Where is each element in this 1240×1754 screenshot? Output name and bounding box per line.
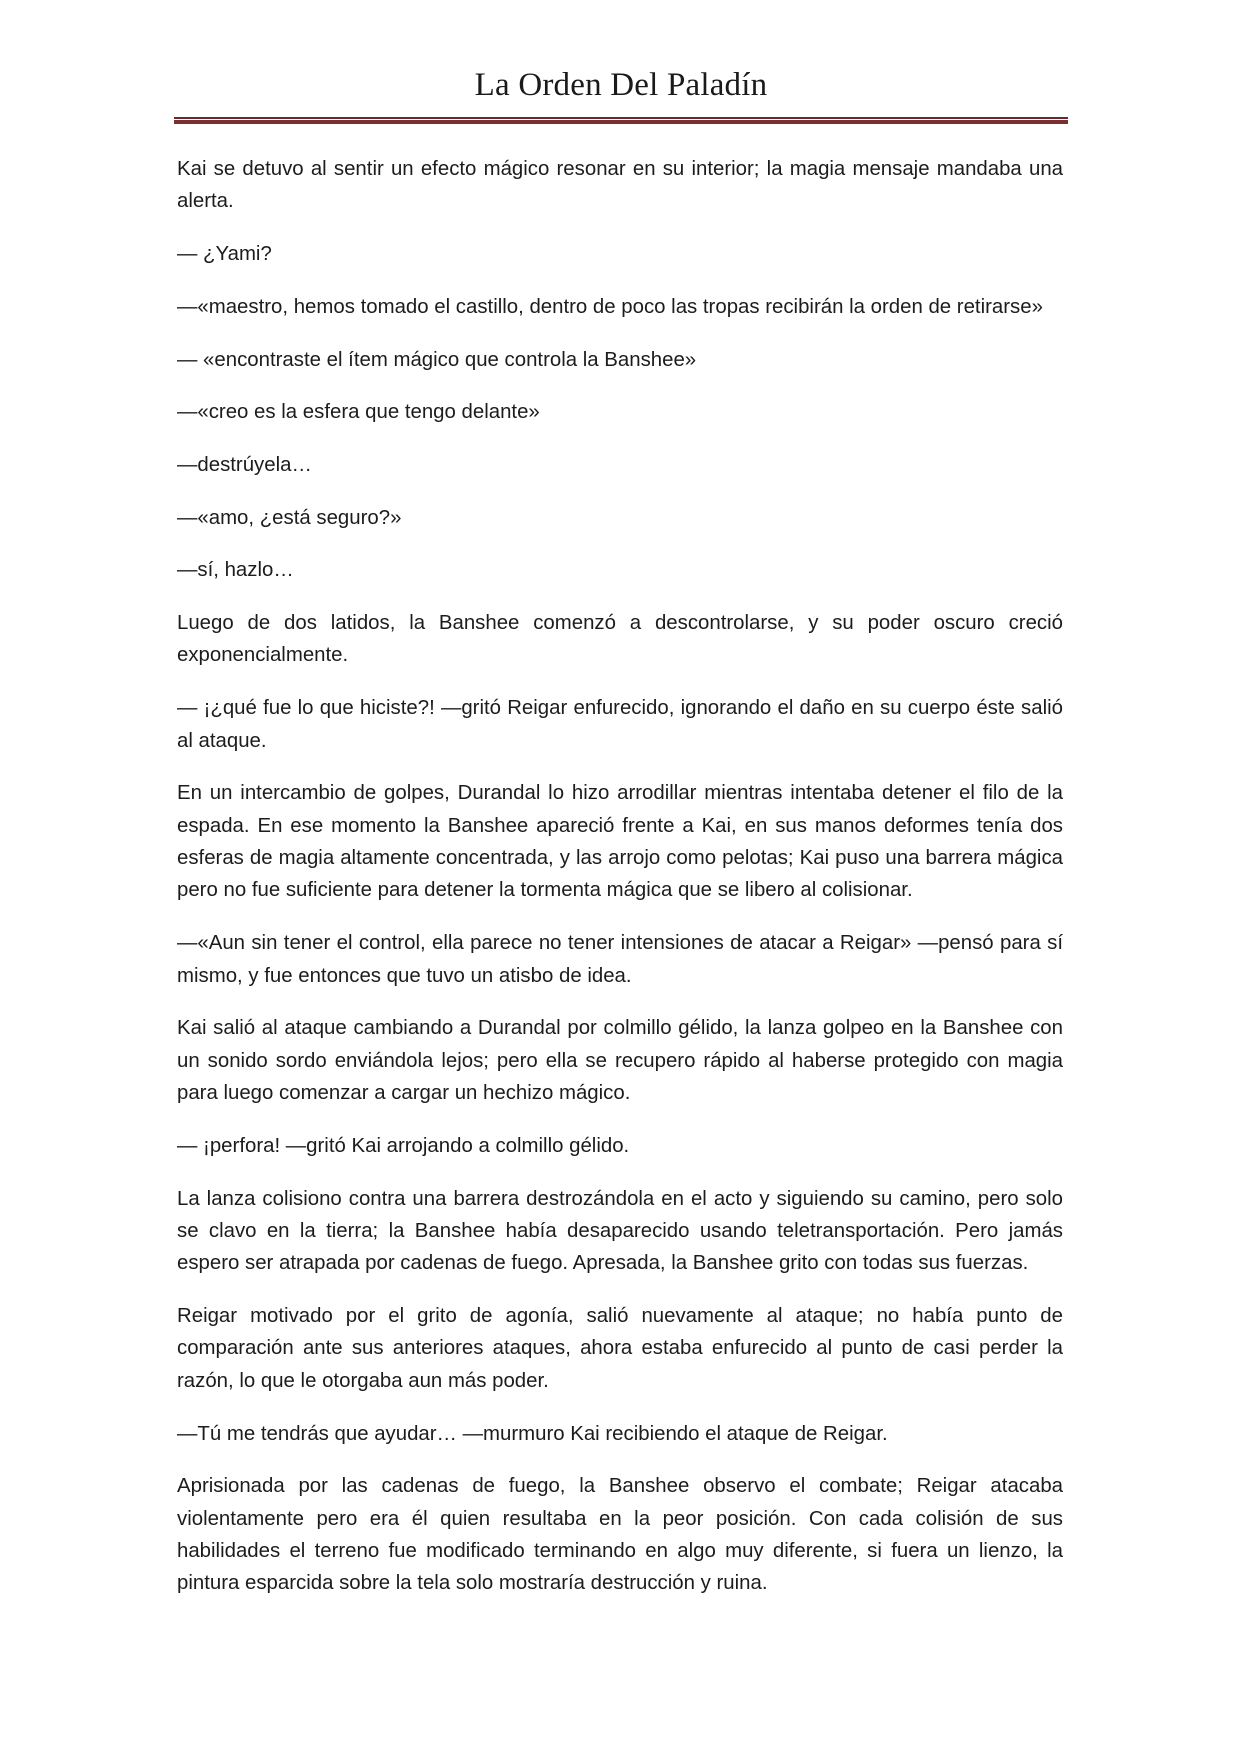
header-divider: [174, 117, 1068, 123]
paragraph: —destrúyela…: [177, 453, 312, 476]
paragraph: — ¿Yami?: [177, 243, 272, 266]
header-divider-thick-line: [174, 120, 1068, 124]
paragraph: Aprisionada por las cadenas de fuego, la Banshee observo el combate; Reigar atacaba violentamente pero era él quien resultaba en la peor posición. Con cada colisión de sus habilidades el terreno fue modificado terminando en algo muy diferente, si fuera un lienzo, la pintura esparcida sobre la tela solo mostraría destrucción y ruina.: [177, 1475, 1063, 1595]
paragraph: —«amo, ¿está seguro?»: [177, 506, 402, 529]
paragraph: —Tú me tendrás que ayudar… —murmuro Kai recibiendo el ataque de Reigar.: [177, 1422, 888, 1445]
paragraph: —«creo es la esfera que tengo delante»: [177, 401, 540, 424]
paragraph: — ¡¿qué fue lo que hiciste?! —gritó Reigar enfurecido, ignorando el daño en su cuerpo éste salió al ataque.: [177, 697, 1063, 752]
paragraph: La lanza colisiono contra una barrera destrozándola en el acto y siguiendo su camino, pero solo se clavo en la tierra; la Banshee había desaparecido usando teletransportación. Pero jamás espero ser atrapada por cadenas de fuego. Apresada, la Banshee grito con todas sus fuerzas.: [177, 1187, 1063, 1275]
paragraph: Kai se detuvo al sentir un efecto mágico resonar en su interior; la magia mensaje mandaba una alerta.: [177, 158, 1063, 213]
page-header: [174, 66, 1068, 106]
book-title: La Orden Del Paladín: [474, 67, 768, 103]
document-body: [177, 153, 1063, 1620]
paragraph: En un intercambio de golpes, Durandal lo hizo arrodillar mientras intentaba detener el filo de la espada. En ese momento la Banshee apareció frente a Kai, en sus manos deformes tenía dos esferas de magia altamente concentrada, y las arrojo como pelotas; Kai puso una barrera mágica pero no fue suficiente para detener la tormenta mágica que se libero al colisionar.: [177, 782, 1063, 902]
paragraph: Kai salió al ataque cambiando a Durandal por colmillo gélido, la lanza golpeo en la Banshee con un sonido sordo enviándola lejos; pero ella se recupero rápido al haberse protegido con magia para luego comenzar a cargar un hechizo mágico.: [177, 1017, 1063, 1105]
paragraph: —«Aun sin tener el control, ella parece no tener intensiones de atacar a Reigar» —pensó para sí mismo, y fue entonces que tuvo un atisbo de idea.: [177, 932, 1063, 987]
paragraph: — «encontraste el ítem mágico que controla la Banshee»: [177, 348, 697, 371]
paragraph: Luego de dos latidos, la Banshee comenzó a descontrolarse, y su poder oscuro creció exponencialmente.: [177, 612, 1063, 667]
paragraph: —«maestro, hemos tomado el castillo, dentro de poco las tropas recibirán la orden de retirarse»: [177, 295, 1043, 318]
paragraph: —sí, hazlo…: [177, 559, 294, 582]
header-divider-thin-line: [174, 117, 1068, 119]
paragraph: Reigar motivado por el grito de agonía, salió nuevamente al ataque; no había punto de comparación ante sus anteriores ataques, ahora estaba enfurecido al punto de casi perder la razón, lo que le otorgaba aun más poder.: [177, 1305, 1063, 1392]
paragraph: — ¡perfora! —gritó Kai arrojando a colmillo gélido.: [177, 1134, 630, 1157]
